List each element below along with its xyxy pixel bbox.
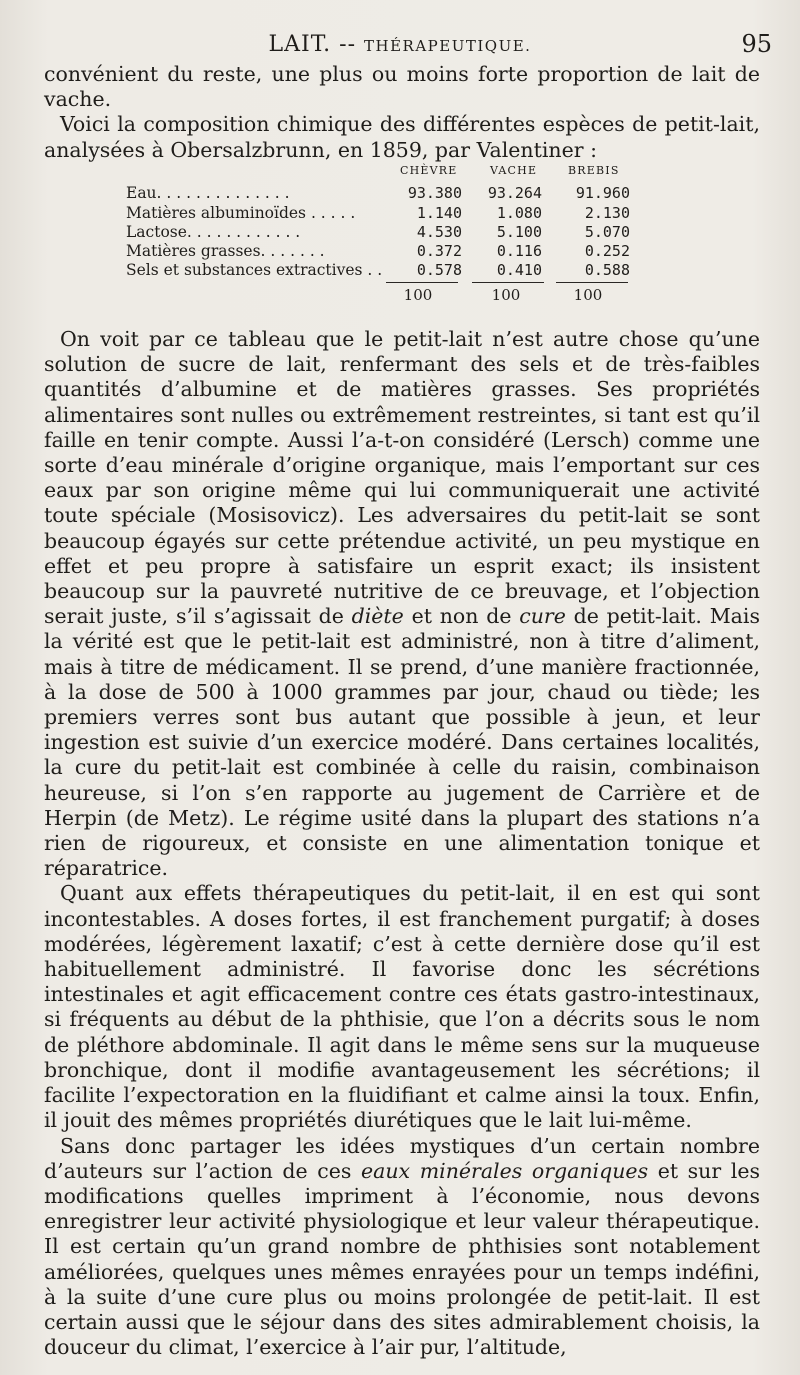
- cell-value: 5.100: [496, 223, 542, 241]
- composition-table: [44, 160, 760, 310]
- body-text: [44, 327, 760, 1360]
- total-rule: [472, 282, 544, 283]
- row-label: Sels et substances extractives . .: [126, 261, 383, 279]
- paragraph-table-analysis: [44, 327, 760, 881]
- column-header-brebis: BREBIS: [568, 164, 620, 177]
- total-value: 100: [491, 286, 521, 304]
- cell-value: 4.530: [416, 223, 462, 241]
- row-label: Matières albuminoïdes . . . . .: [126, 204, 356, 222]
- intro-text: [44, 62, 760, 163]
- header-title-main: LAIT. --: [268, 32, 365, 57]
- cell-value: 1.140: [416, 204, 462, 222]
- cell-value: 2.130: [584, 204, 630, 222]
- total-rule: [556, 282, 628, 283]
- paragraph-therapeutic-effects: Quant aux effets thérapeutiques du petit-lait, il en est qui sont incontestables. A doses fortes, il est franchement purgatif; à doses modérées, légèrement laxatif; c’est à cette dernière dose qu’il est habituellement administré. Il favorise donc les sécrétions intestinales et agit efficacement contre ces états gastro-intestinaux, si fréquents au début de la phthisie, que l’on a décrits sous le nom de pléthore abdominale. Il agit dans le même sens sur la muqueuse bronchique, dont il modifie avantageusement les sécrétions; il facilite l’expectoration en la fluidifiant et calme ainsi la toux. Enfin, il jouit des mêmes propriétés diurétiques que le lait lui-même.: [44, 881, 760, 1133]
- table-row: [44, 223, 760, 243]
- paragraph-text: et non de: [403, 604, 520, 629]
- emphasis-eaux-minerales: eaux minérales organiques: [360, 1158, 649, 1183]
- paragraph-conclusion: [44, 1134, 760, 1361]
- emphasis-diete: diète: [351, 604, 404, 629]
- header-title-sub: THÉRAPEUTIQUE.: [364, 37, 532, 55]
- cell-value: 91.960: [575, 184, 630, 202]
- cell-value: 93.264: [487, 184, 542, 202]
- row-label: Matières grasses. . . . . . .: [126, 242, 325, 260]
- total-value: 100: [573, 286, 603, 304]
- page-number: 95: [741, 30, 772, 58]
- column-header-vache: VACHE: [490, 164, 538, 177]
- table-row: [44, 261, 760, 281]
- cell-value: 0.372: [416, 242, 462, 260]
- text-table-intro: Voici la composition chimique des différentes espèces de petit-lait, analysées à Obersalzbrunn, en 1859, par Valentiner :: [44, 112, 760, 162]
- cell-value: 5.070: [584, 223, 630, 241]
- cell-value: 0.588: [584, 261, 630, 279]
- row-label: Lactose. . . . . . . . . . . .: [126, 223, 301, 241]
- text-line-continuation: convénient du reste, une plus ou moins forte proportion de lait de vache.: [44, 62, 760, 112]
- paragraph-text: Sans donc partager les idées mystiques d’un certain nombre d’auteurs sur l’action de ces: [44, 1133, 760, 1183]
- paragraph-text: On voit par ce tableau que le petit-lait n’est autre chose qu’une solution de sucre de lait, renfermant des sels et de très-faibles quantités d’albumine et de matières grasses. Ses propriétés alimentaires sont nulles ou extrêmement restreintes, si tant est qu’il faille en tenir compte. Aussi l’a-t-on considéré (Lersch) comme une sorte d’eau minérale d’origine organique, mais l’emportant sur ces eaux par son origine même qui lui communiquerait une activité toute spéciale (Mosisovicz). Les adversaires du petit-lait se sont beaucoup égayés sur cette prétendue activité, un peu mystique en effet et peu propre à satisfaire un esprit exact; ils insistent beaucoup sur la pauvreté nutritive de ce breuvage, et l’objection serait juste, s’il s’agissait de: [44, 327, 760, 629]
- column-header-chevre: CHÈVRE: [400, 164, 458, 177]
- total-value: 100: [403, 286, 433, 304]
- paragraph-text: et sur les modifications quelles impriment à l’économie, nous devons enregistrer leur activité physiologique et leur valeur thérapeutique. Il est certain qu’un grand nombre de phthisies sont notablement améliorées, quelques unes mêmes enrayées pour un temps indéfini, à la suite d’une cure plus ou moins prolongée de petit-lait. Il est certain aussi que le séjour dans des sites admirablement choisis, la douceur du climat, l’exercice à l’air pur, l’altitude,: [44, 1158, 760, 1360]
- total-rule: [386, 282, 458, 283]
- cell-value: 0.578: [416, 261, 462, 279]
- cell-value: 1.080: [496, 204, 542, 222]
- table-row: [44, 204, 760, 224]
- row-label: Eau. . . . . . . . . . . . . .: [126, 184, 290, 202]
- cell-value: 0.116: [496, 242, 542, 260]
- paragraph-text: de petit-lait. Mais la vérité est que le petit-lait est administré, non à titre d’aliment, mais à titre de médicament. Il se prend, d’une manière fractionnée, à la dose de 500 à 1000 grammes par jour, chaud ou tiède; les premiers verres sont bus autant que possible à jeun, et leur ingestion est suivie d’un exercice modéré. Dans certaines localités, la cure du petit-lait est combinée à celle du raisin, combinaison heureuse, si l’on s’en rapporte au jugement de Carrière et de Herpin (de Metz). Le régime usité dans la plupart des stations n’a rien de rigoureux, et consiste en une alimentation tonique et réparatrice.: [44, 604, 760, 881]
- table-row: [44, 242, 760, 262]
- cell-value: 93.380: [407, 184, 462, 202]
- emphasis-cure: cure: [519, 604, 566, 629]
- header-title: [0, 32, 800, 57]
- cell-value: 0.252: [584, 242, 630, 260]
- running-header: [0, 26, 800, 60]
- table-row: [44, 184, 760, 204]
- cell-value: 0.410: [496, 261, 542, 279]
